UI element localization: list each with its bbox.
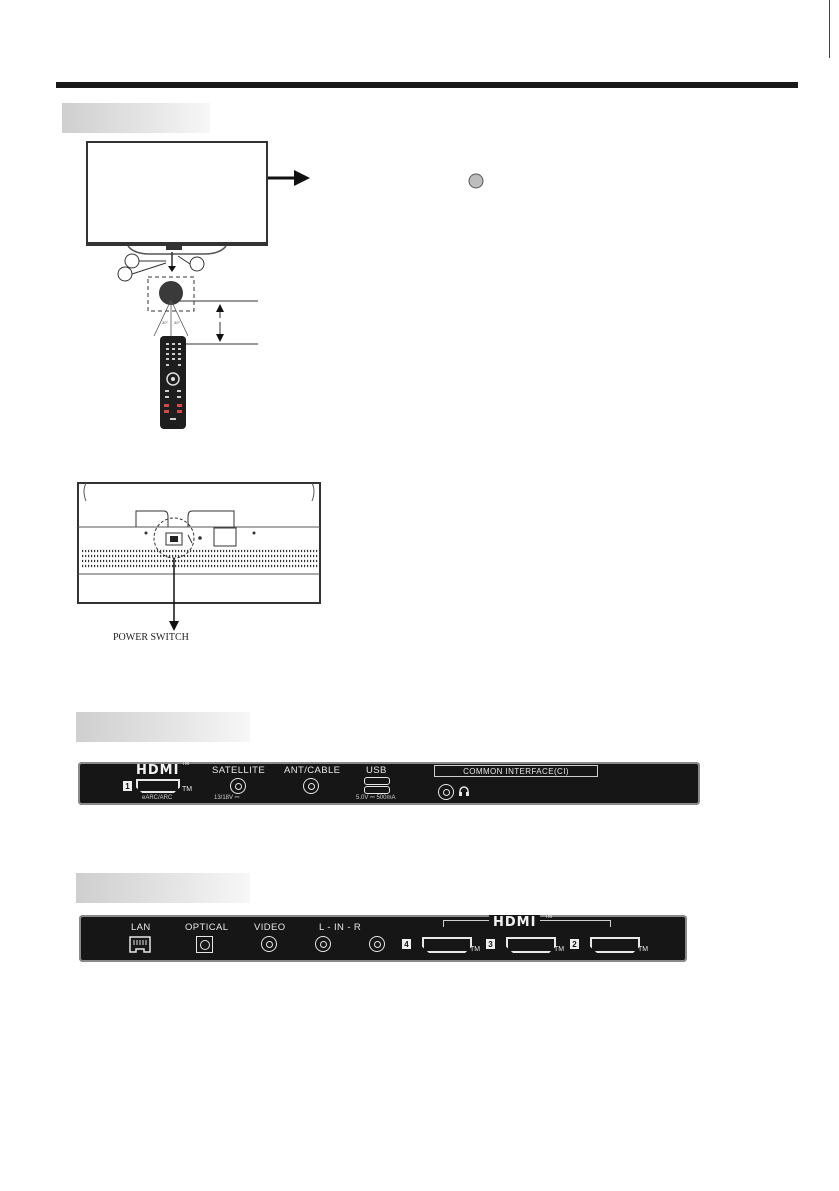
hdmi-logo-tm: TM — [545, 914, 553, 920]
usb-port-1[interactable] — [364, 777, 390, 785]
hdmi-3-number: 3 — [486, 939, 495, 949]
side-connector-panel — [78, 762, 700, 805]
power-switch-icon — [170, 536, 178, 542]
optical-label: OPTICAL — [185, 922, 229, 933]
hdmi-3-port[interactable] — [506, 937, 556, 953]
up-arrow-icon — [216, 304, 224, 312]
ant-cable-jack[interactable] — [303, 778, 319, 794]
hdmi-1-tm: TM — [182, 786, 193, 793]
audio-right-jack[interactable] — [369, 936, 385, 952]
hdmi-4-port[interactable] — [422, 937, 472, 953]
section-tab-front-view — [62, 103, 210, 133]
svg-text:30°: 30° — [174, 320, 181, 325]
header-rule — [56, 82, 798, 88]
audio-left-jack[interactable] — [315, 936, 331, 952]
optical-port[interactable] — [196, 936, 213, 953]
hdmi-2-tm: TM — [638, 946, 649, 953]
down-arrow-icon — [169, 621, 179, 631]
hdmi-1-sub: eARC/ARC — [142, 795, 173, 801]
bottom-connector-panel — [79, 915, 687, 962]
section-tab-bottom-panel — [76, 873, 250, 903]
video-label: VIDEO — [254, 922, 286, 933]
hdmi-4-number: 4 — [402, 939, 411, 949]
power-switch-label: POWER SWITCH — [113, 632, 189, 643]
headphone-icon — [458, 785, 470, 797]
section-tab-side-panel — [76, 712, 250, 742]
right-arrow-icon — [294, 170, 310, 186]
lan-label: LAN — [131, 922, 151, 933]
hdmi-4-tm: TM — [470, 946, 481, 953]
tv-rear-illustration — [76, 481, 324, 637]
hdmi-1-port[interactable] — [136, 779, 180, 793]
usb-sub: 5.0V ⎓ 500mA — [356, 795, 396, 801]
satellite-sub: 13/18V ⎓ — [214, 795, 240, 801]
satellite-label: SATELLITE — [212, 765, 266, 776]
audio-in-label: L - IN - R — [319, 922, 362, 933]
usb-label: USB — [366, 765, 387, 776]
hdmi-logo-tm: TM — [182, 761, 190, 767]
hdmi-3-tm: TM — [554, 946, 565, 953]
tv-screen — [87, 142, 267, 244]
hdmi-logo: HDMI — [489, 915, 540, 930]
svg-text:30°: 30° — [162, 320, 169, 325]
tv-front-illustration — [70, 138, 530, 438]
down-arrow-icon — [216, 334, 224, 342]
hdmi-2-number: 2 — [570, 939, 579, 949]
indicator-dot-icon — [469, 174, 483, 188]
hdmi-port-number: 1 — [123, 781, 132, 791]
page-edge-line — [829, 0, 830, 58]
usb-port-2[interactable] — [364, 786, 390, 794]
hdmi-2-port[interactable] — [590, 937, 640, 953]
hdmi-logo: HDMI — [136, 763, 180, 778]
common-interface-slot[interactable]: COMMON INTERFACE(CI) — [434, 765, 598, 777]
lan-port-icon[interactable] — [129, 936, 151, 953]
remote-control-icon — [160, 336, 186, 429]
ant-cable-label: ANT/CABLE — [284, 765, 341, 776]
video-jack[interactable] — [261, 936, 277, 952]
headphone-jack[interactable] — [438, 784, 454, 800]
satellite-jack[interactable] — [230, 778, 246, 794]
